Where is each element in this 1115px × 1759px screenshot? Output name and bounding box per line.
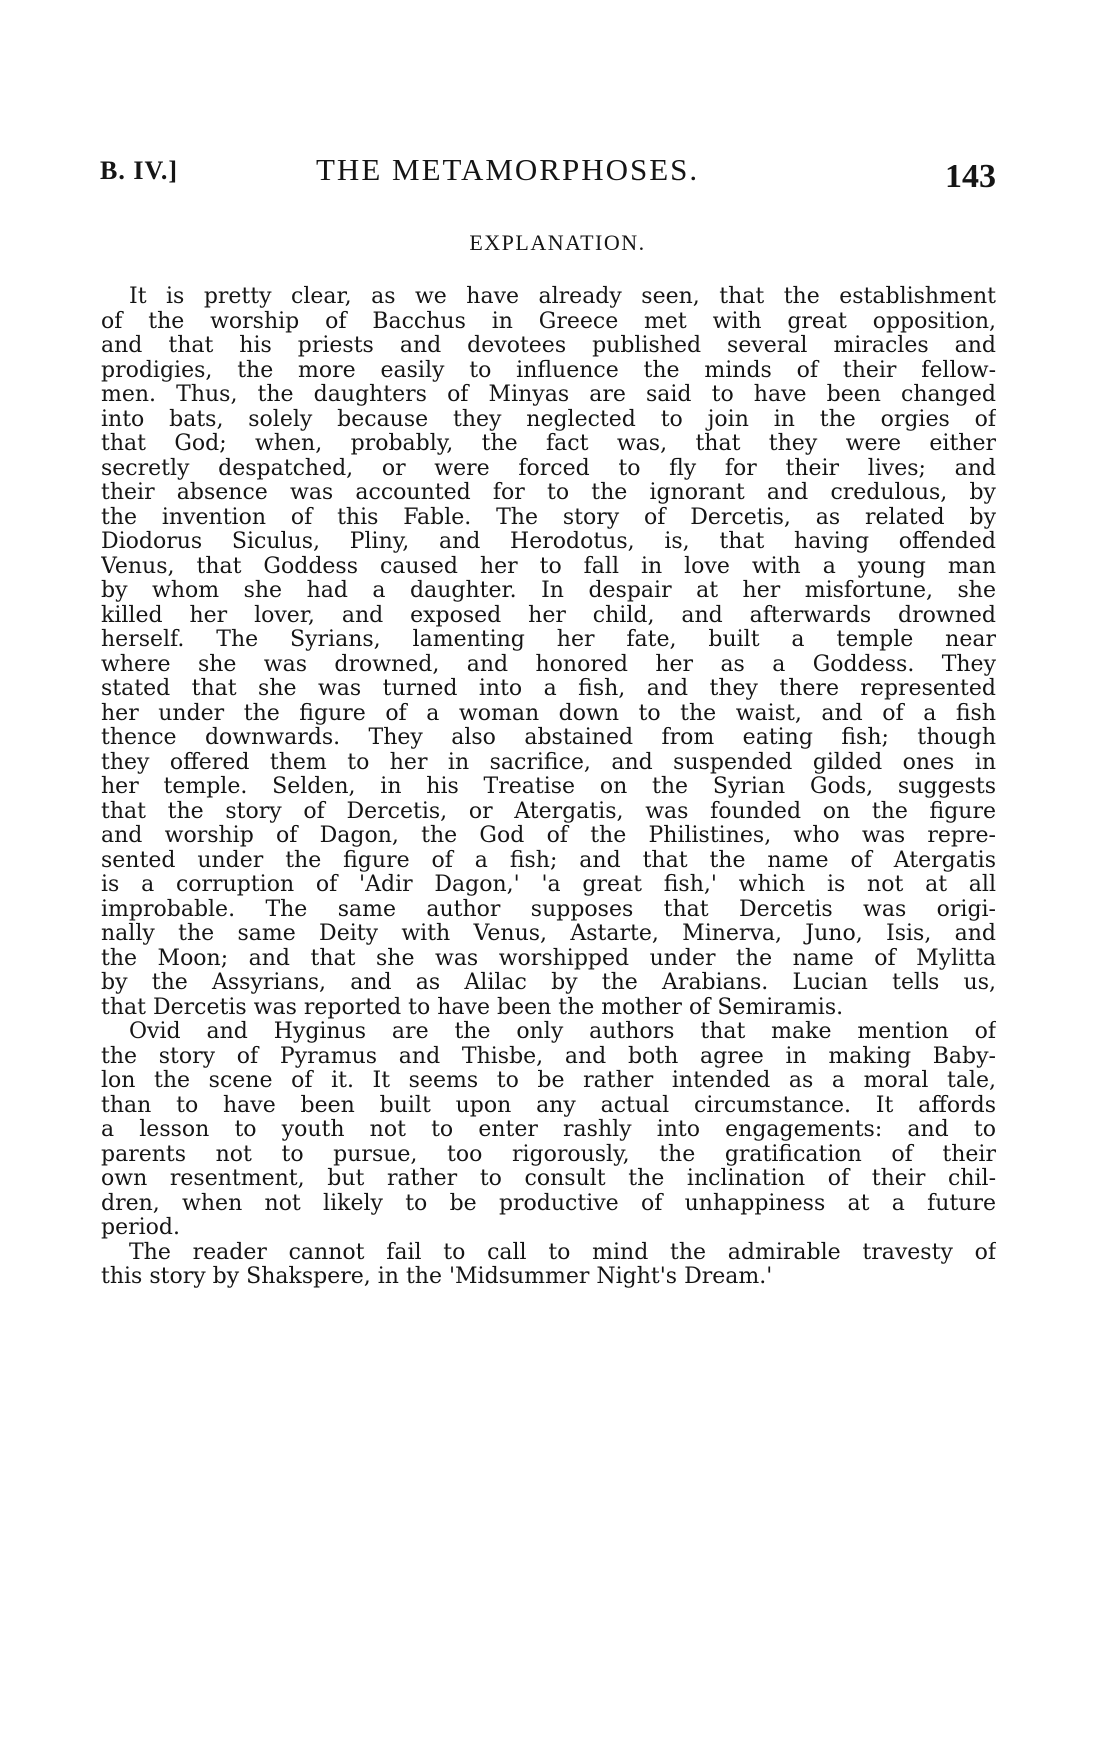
text-line: by the Assyrians, and as Alilac by the Arabians. Lucian tells us, bbox=[101, 971, 996, 995]
book-title: THE METAMORPHOSES. bbox=[316, 152, 700, 187]
text-line: by whom she had a daughter. In despair at her misfortune, she bbox=[101, 579, 996, 603]
text-line: period. bbox=[101, 1216, 180, 1240]
text-line: that the story of Dercetis, or Atergatis, was founded on the figure bbox=[101, 799, 996, 824]
text-line: of the worship of Bacchus in Greece met with great opposition, bbox=[101, 309, 996, 334]
text-line: the story of Pyramus and Thisbe, and both agree in making Baby- bbox=[101, 1044, 996, 1069]
section-heading: EXPLANATION. bbox=[469, 230, 646, 255]
text-line: than to have been built upon any actual circumstance. It affords bbox=[101, 1093, 996, 1118]
text-line: parents not to pursue, too rigorously, the gratification of their bbox=[101, 1142, 996, 1167]
section-marker: B. IV.] bbox=[100, 156, 179, 185]
text-line: own resentment, but rather to consult the inclination of their chil- bbox=[101, 1167, 996, 1191]
text-line: dren, when not likely to be productive of unhappiness at a future bbox=[101, 1191, 996, 1216]
text-line: her temple. Selden, in his Treatise on the Syrian Gods, suggests bbox=[101, 775, 996, 799]
text-line: the invention of this Fable. The story of Dercetis, as related by bbox=[101, 505, 996, 530]
text-line: a lesson to youth not to enter rashly into engagements: and to bbox=[101, 1118, 996, 1142]
text-line: Venus, that Goddess caused her to fall in love with a young man bbox=[101, 554, 996, 579]
text-line: It is pretty clear, as we have already seen, that the establishment bbox=[129, 285, 996, 309]
text-line: sented under the figure of a fish; and that the name of Atergatis bbox=[101, 848, 996, 873]
text-line: secretly despatched, or were forced to fly for their lives; and bbox=[101, 456, 996, 481]
text-line: Diodorus Siculus, Pliny, and Herodotus, is, that having offended bbox=[101, 530, 996, 554]
text-line: The reader cannot fail to call to mind the admirable travesty of bbox=[129, 1240, 996, 1265]
text-line: stated that she was turned into a fish, and they there represented bbox=[101, 677, 996, 701]
text-line: killed her lover, and exposed her child, and afterwards drowned bbox=[101, 603, 996, 628]
text-line: they offered them to her in sacrifice, and suspended gilded ones in bbox=[101, 750, 996, 775]
page-number: 143 bbox=[945, 158, 996, 195]
text-line: where she was drowned, and honored her as a Goddess. They bbox=[101, 652, 996, 677]
text-line: that God; when, probably, the fact was, that they were either bbox=[101, 432, 996, 456]
text-line: nally the same Deity with Venus, Astarte, Minerva, Juno, Isis, and bbox=[101, 922, 996, 946]
text-line: thence downwards. They also abstained from eating fish; though bbox=[101, 726, 996, 750]
text-line: men. Thus, the daughters of Minyas are said to have been changed bbox=[101, 383, 996, 407]
text-line: and that his priests and devotees published several miracles and bbox=[101, 334, 996, 358]
text-line: that Dercetis was reported to have been the mother of Semiramis. bbox=[101, 995, 844, 1020]
body-text bbox=[101, 285, 996, 1290]
text-line: lon the scene of it. It seems to be rather intended as a moral tale, bbox=[101, 1069, 996, 1093]
text-line: prodigies, the more easily to influence the minds of their fellow- bbox=[101, 358, 996, 383]
text-line: and worship of Dagon, the God of the Philistines, who was repre- bbox=[101, 824, 996, 848]
text-line: into bats, solely because they neglected to join in the orgies of bbox=[101, 407, 996, 432]
running-head bbox=[100, 148, 1000, 208]
text-line: the Moon; and that she was worshipped under the name of Mylitta bbox=[101, 946, 996, 971]
text-line: this story by Shakspere, in the 'Midsummer Night's Dream.' bbox=[101, 1265, 773, 1289]
text-line: Ovid and Hyginus are the only authors that make mention of bbox=[129, 1020, 996, 1044]
text-line: herself. The Syrians, lamenting her fate, built a temple near bbox=[101, 628, 996, 652]
text-line: improbable. The same author supposes that Dercetis was origi- bbox=[101, 897, 996, 922]
text-line: is a corruption of 'Adir Dagon,' 'a great fish,' which is not at all bbox=[101, 873, 996, 897]
text-line: her under the figure of a woman down to the waist, and of a fish bbox=[101, 701, 996, 726]
text-line: their absence was accounted for to the ignorant and credulous, by bbox=[101, 481, 996, 505]
